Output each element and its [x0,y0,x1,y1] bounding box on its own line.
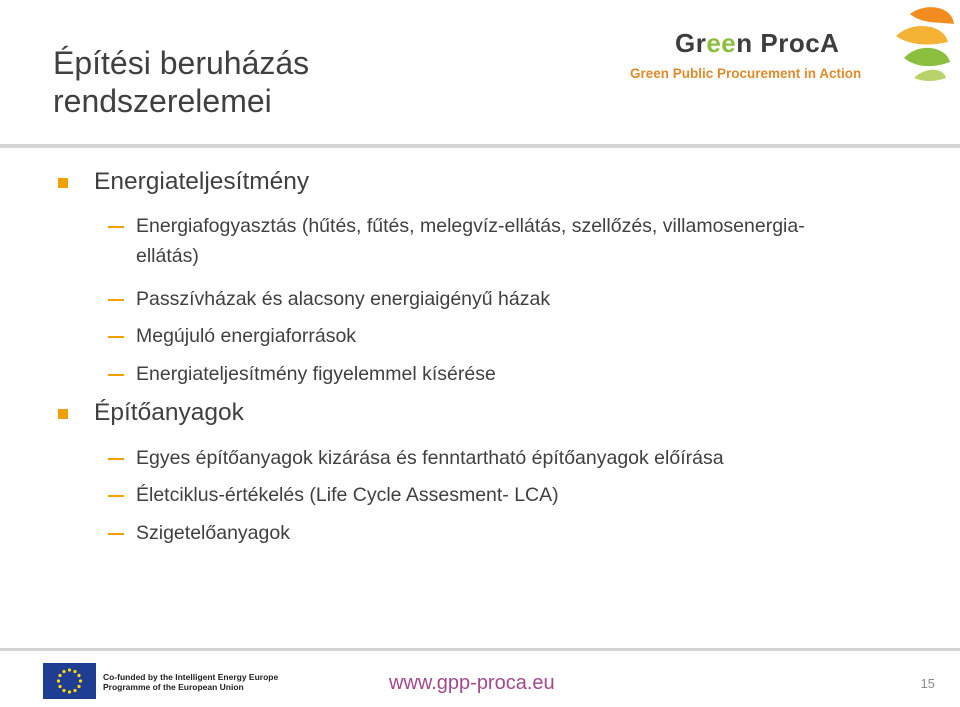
header-divider [0,144,960,148]
sub-bullet-1-1-text: Energiafogyasztás (hűtés, fűtés, melegvíz-ellátás, szellőzés, villamosenergia-ellátás) [136,215,805,267]
green-proca-logo [630,0,960,100]
dash-bullet-icon [108,299,124,301]
dash-bullet-icon [108,458,124,460]
sub-bullet-2-2-text: Életciklus-értékelés (Life Cycle Assesment- LCA) [136,484,559,506]
sub-bullet-1-3-text: Megújuló energiaforrások [136,325,357,347]
square-bullet-icon [58,409,68,419]
slide-title [53,44,309,120]
leaf-logo-icon [888,2,958,84]
sub-bullet-2-1-text: Egyes építőanyagok kizárása és fenntartható építőanyagok előírása [136,447,724,469]
dash-bullet-icon [108,374,124,376]
eu-funding-note [103,672,278,692]
eu-funding-line-2: Programme of the European Union [103,682,244,692]
square-bullet-icon [58,178,68,188]
page-number: 15 [920,676,935,691]
eu-flag-icon [43,663,96,699]
dash-bullet-icon [108,226,124,228]
footer-divider [0,648,960,651]
logo-wordmark: Green ProcA [675,28,840,58]
eu-funding-line-1: Co-funded by the Intelligent Energy Europe [103,672,279,682]
bullet-item-1-text: Energiateljesítmény [94,168,310,195]
slide-title-line-2: rendszerelemei [53,83,272,119]
logo-tagline: Green Public Procurement in Action [630,66,862,81]
bullet-item-2-text: Építőanyagok [94,399,244,426]
slide-title-line-1: Építési beruházás [53,45,310,81]
dash-bullet-icon [108,495,124,497]
dash-bullet-icon [108,533,124,535]
sub-bullet-1-2-text: Passzívházak és alacsony energiaigényű házak [136,288,551,310]
sub-bullet-1-4-text: Energiateljesítmény figyelemmel kísérése [136,363,496,385]
dash-bullet-icon [108,336,124,338]
sub-bullet-2-3-text: Szigetelőanyagok [136,522,290,544]
footer-website-link[interactable]: www.gpp-proca.eu [389,672,555,694]
